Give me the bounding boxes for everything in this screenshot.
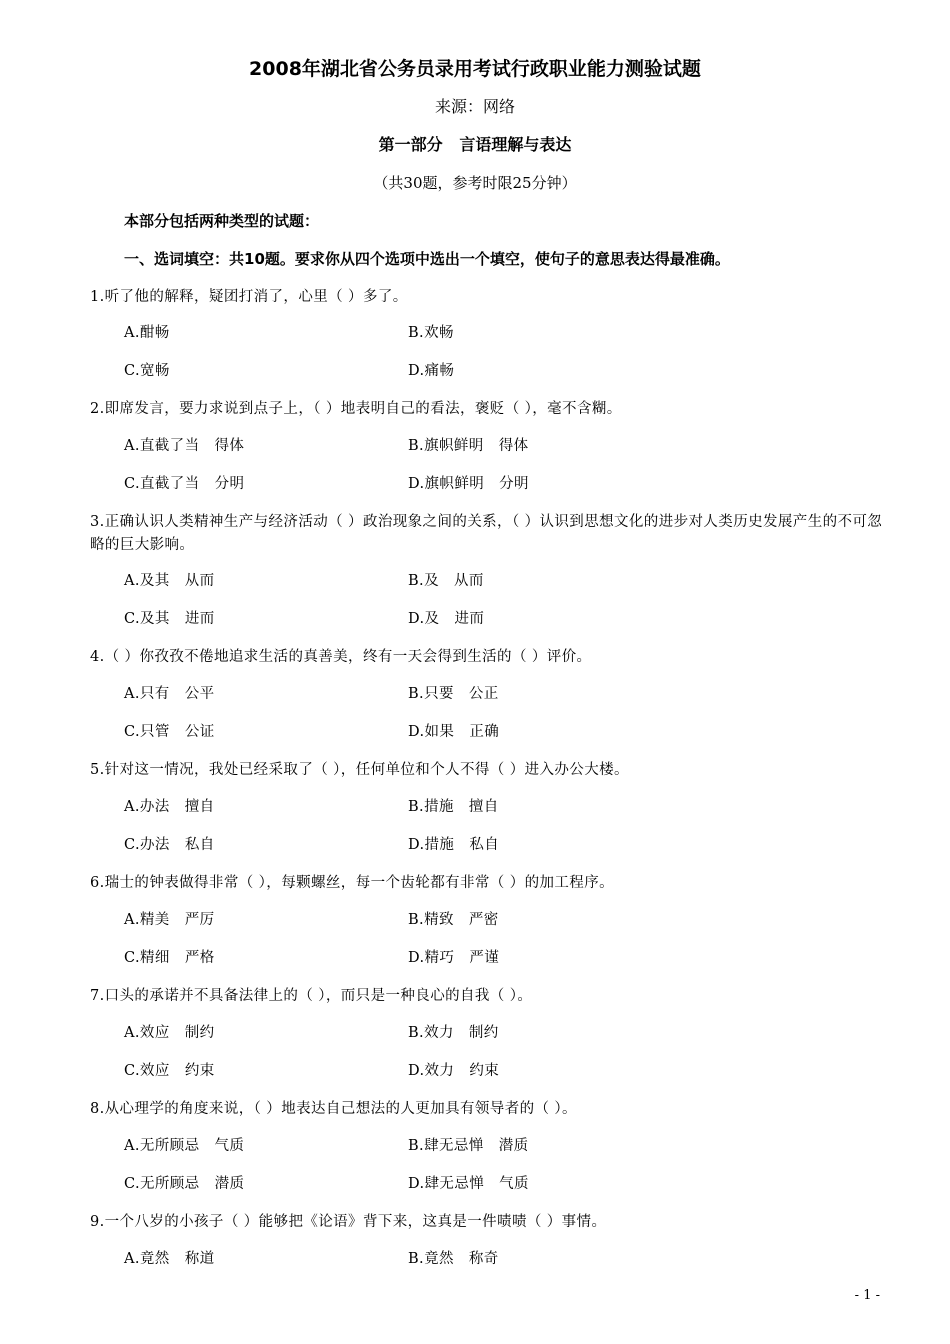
question-stem: 6.瑞士的钟表做得非常（ ），每颗螺丝，每一个齿轮都有非常（ ）的加工程序。 [90,875,614,891]
option-c: C.无所顾忌 潜质 [124,1176,245,1192]
page-number: - 1 - [854,1288,880,1303]
option-d: D.及 进而 [408,611,485,627]
page-title: 2008年湖北省公务员录用考试行政职业能力测验试题 [249,58,701,80]
option-a: A.及其 从而 [124,573,215,589]
intro-line-1: 本部分包括两种类型的试题： [124,212,320,230]
option-b: B.及 从而 [408,573,484,589]
option-b: B.肆无忌惮 潜质 [408,1138,529,1154]
option-c: C.及其 进而 [124,611,215,627]
option-b: B.旗帜鲜明 得体 [408,438,529,454]
question-stem: 9.一个八岁的小孩子（ ）能够把《论语》背下来，这真是一件啧啧（ ）事情。 [90,1214,607,1230]
question-stem: 8.从心理学的角度来说，（ ）地表达自己想法的人更加具有领导者的（ ）。 [90,1101,577,1117]
option-c: C.直截了当 分明 [124,476,245,492]
option-d: D.如果 正确 [408,724,500,740]
option-a: A.酣畅 [124,325,170,341]
question-stem: 2.即席发言，要力求说到点子上，（ ）地表明自己的看法，褒贬（ ），毫不含糊。 [90,401,622,417]
option-c: C.只管 公证 [124,724,215,740]
option-a: A.直截了当 得体 [124,438,245,454]
question-stem: 1.听了他的解释，疑团打消了，心里（ ）多了。 [90,289,408,305]
question-stem: 4.（ ）你孜孜不倦地追求生活的真善美，终有一天会得到生活的（ ）评价。 [90,649,592,665]
question-stem: 7.口头的承诺并不具备法律上的（ ），而只是一种良心的自我（ ）。 [90,988,533,1004]
intro-line-2: 一、选词填空：共10题。要求你从四个选项中选出一个填空，使句子的意思表达得最准确。 [124,250,730,268]
option-a: A.精美 严厉 [124,912,215,928]
option-c: C.宽畅 [124,363,170,379]
option-b: B.精致 严密 [408,912,499,928]
option-d: D.精巧 严谨 [408,950,500,966]
option-a: A.办法 擅自 [124,799,215,815]
option-a: A.只有 公平 [124,686,215,702]
source-line: 来源：网络 [434,97,515,116]
section-heading: 第一部分 言语理解与表达 [378,135,572,154]
option-b: B.竟然 称奇 [408,1251,499,1267]
option-d: D.措施 私自 [408,837,500,853]
option-d: D.效力 约束 [408,1063,500,1079]
option-c: C.精细 严格 [124,950,215,966]
option-b: B.只要 公正 [408,686,499,702]
question-stem: 5.针对这一情况，我处已经采取了（ ），任何单位和个人不得（ ）进入办公大楼。 [90,762,629,778]
option-c: C.办法 私自 [124,837,215,853]
option-a: A.效应 制约 [124,1025,215,1041]
option-d: D.痛畅 [408,363,455,379]
option-a: A.竟然 称道 [124,1251,215,1267]
question-stem: 3.正确认识人类精神生产与经济活动（ ）政治现象之间的关系，（ ）认识到思想文化的进步对人类历史发展产生的不可忽略的巨大影响。 [90,514,883,553]
option-b: B.欢畅 [408,325,454,341]
option-b: B.效力 制约 [408,1025,499,1041]
option-d: D.肆无忌惮 气质 [408,1176,529,1192]
section-note: （共30题，参考时限25分钟） [373,174,577,192]
option-c: C.效应 约束 [124,1063,215,1079]
option-b: B.措施 擅自 [408,799,499,815]
option-d: D.旗帜鲜明 分明 [408,476,529,492]
option-a: A.无所顾忌 气质 [124,1138,245,1154]
